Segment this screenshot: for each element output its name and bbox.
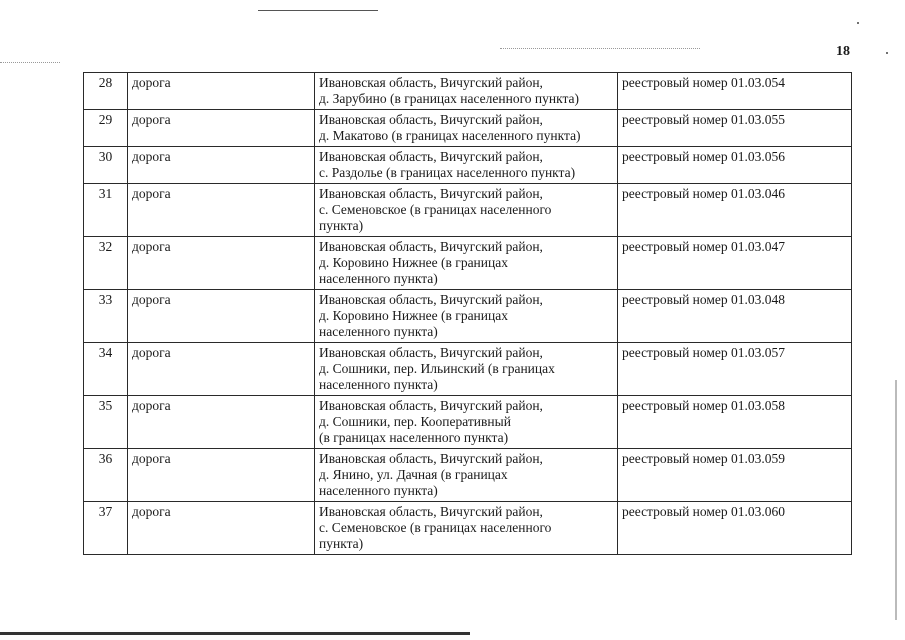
object-type-cell: дорога <box>128 110 315 147</box>
roads-registry-table <box>83 72 852 555</box>
location-line: (в границах населенного пункта) <box>319 430 509 445</box>
scan-speck <box>886 52 888 54</box>
row-number-cell: 30 <box>84 147 128 184</box>
registry-number-cell: реестровый номер 01.03.056 <box>618 147 852 184</box>
scan-artifact-right <box>895 380 897 620</box>
row-number-cell: 36 <box>84 449 128 502</box>
row-number-cell: 34 <box>84 343 128 396</box>
location-line: д. Сошники, пер. Кооперативный <box>319 414 511 429</box>
registry-number-cell: реестровый номер 01.03.048 <box>618 290 852 343</box>
location-line: с. Семеновское (в границах населенного <box>319 520 552 535</box>
location-line: населенного пункта) <box>319 483 438 498</box>
location-line: с. Раздолье (в границах населенного пункта) <box>319 165 576 180</box>
location-cell <box>315 343 618 396</box>
location-line: д. Сошники, пер. Ильинский (в границах <box>319 361 555 376</box>
object-type-cell: дорога <box>128 502 315 555</box>
table-row <box>84 343 852 396</box>
location-line: Ивановская область, Вичугский район, <box>319 451 543 466</box>
table-row <box>84 184 852 237</box>
location-line: Ивановская область, Вичугский район, <box>319 398 543 413</box>
location-line: пункта) <box>319 536 364 551</box>
table-row <box>84 110 852 147</box>
location-cell <box>315 147 618 184</box>
row-number-cell: 35 <box>84 396 128 449</box>
scan-artifact-dots-right <box>500 48 700 50</box>
object-type-cell: дорога <box>128 184 315 237</box>
registry-number-cell: реестровый номер 01.03.054 <box>618 73 852 110</box>
table-row <box>84 237 852 290</box>
object-type-cell: дорога <box>128 290 315 343</box>
row-number-cell: 33 <box>84 290 128 343</box>
location-cell <box>315 73 618 110</box>
registry-number-cell: реестровый номер 01.03.060 <box>618 502 852 555</box>
location-cell <box>315 396 618 449</box>
location-line: Ивановская область, Вичугский район, <box>319 292 543 307</box>
scan-artifact-dots-left <box>0 62 60 64</box>
location-line: д. Зарубино (в границах населенного пункта) <box>319 91 580 106</box>
registry-number-cell: реестровый номер 01.03.057 <box>618 343 852 396</box>
row-number-cell: 32 <box>84 237 128 290</box>
object-type-cell: дорога <box>128 343 315 396</box>
table-row <box>84 502 852 555</box>
registry-number-cell: реестровый номер 01.03.046 <box>618 184 852 237</box>
table-row <box>84 290 852 343</box>
location-line: Ивановская область, Вичугский район, <box>319 186 543 201</box>
location-line: Ивановская область, Вичугский район, <box>319 149 543 164</box>
table-row <box>84 73 852 110</box>
registry-number-cell: реестровый номер 01.03.047 <box>618 237 852 290</box>
registry-number-cell: реестровый номер 01.03.055 <box>618 110 852 147</box>
location-line: населенного пункта) <box>319 324 438 339</box>
location-cell <box>315 449 618 502</box>
location-line: населенного пункта) <box>319 271 438 286</box>
object-type-cell: дорога <box>128 237 315 290</box>
scan-speck <box>857 22 859 24</box>
row-number-cell: 31 <box>84 184 128 237</box>
location-line: Ивановская область, Вичугский район, <box>319 504 543 519</box>
registry-number-cell: реестровый номер 01.03.059 <box>618 449 852 502</box>
location-line: д. Янино, ул. Дачная (в границах <box>319 467 508 482</box>
location-cell <box>315 110 618 147</box>
location-line: д. Макатово (в границах населенного пункта) <box>319 128 581 143</box>
table-row <box>84 449 852 502</box>
location-line: д. Коровино Нижнее (в границах <box>319 308 508 323</box>
table-row <box>84 396 852 449</box>
location-line: Ивановская область, Вичугский район, <box>319 239 543 254</box>
object-type-cell: дорога <box>128 449 315 502</box>
location-line: д. Коровино Нижнее (в границах <box>319 255 508 270</box>
location-line: пункта) <box>319 218 364 233</box>
row-number-cell: 37 <box>84 502 128 555</box>
location-line: Ивановская область, Вичугский район, <box>319 345 543 360</box>
row-number-cell: 28 <box>84 73 128 110</box>
row-number-cell: 29 <box>84 110 128 147</box>
registry-table-body <box>84 73 852 555</box>
location-line: Ивановская область, Вичугский район, <box>319 75 543 90</box>
page-number: 18 <box>836 44 850 59</box>
object-type-cell: дорога <box>128 73 315 110</box>
scan-artifact-top <box>258 10 378 11</box>
table-row <box>84 147 852 184</box>
location-line: с. Семеновское (в границах населенного <box>319 202 552 217</box>
location-line: Ивановская область, Вичугский район, <box>319 112 543 127</box>
location-cell <box>315 237 618 290</box>
object-type-cell: дорога <box>128 147 315 184</box>
object-type-cell: дорога <box>128 396 315 449</box>
location-line: населенного пункта) <box>319 377 438 392</box>
registry-number-cell: реестровый номер 01.03.058 <box>618 396 852 449</box>
location-cell <box>315 184 618 237</box>
scan-artifact-bottom <box>0 632 470 635</box>
location-cell <box>315 502 618 555</box>
location-cell <box>315 290 618 343</box>
